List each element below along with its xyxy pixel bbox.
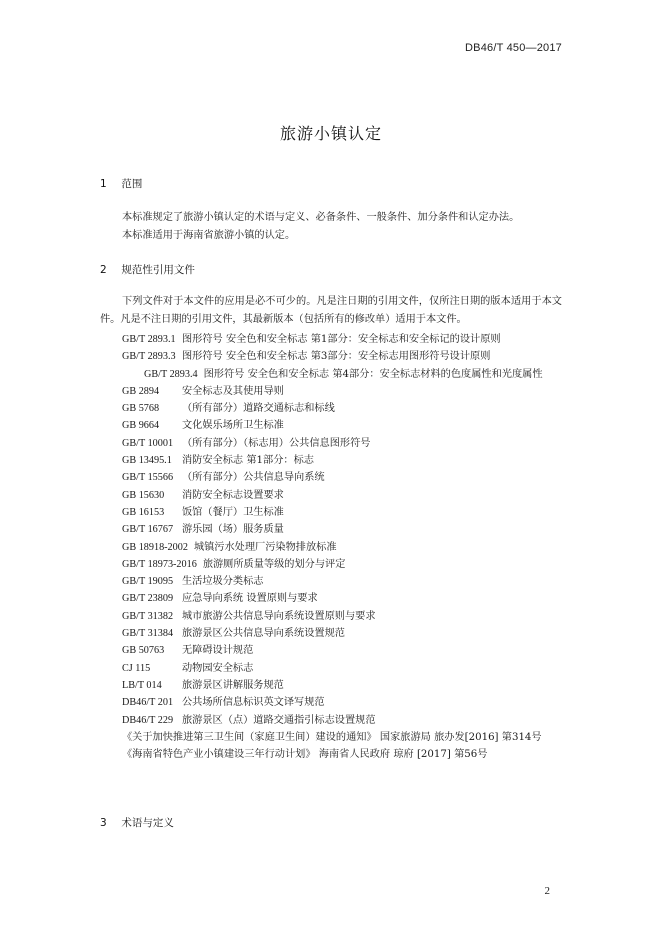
scope-paragraph-2: 本标准适用于海南省旅游小镇的认定。 bbox=[122, 230, 296, 241]
reference-code: GB/T 2893.4 bbox=[144, 368, 198, 380]
reference-title: 城市旅游公共信息导向系统设置原则与要求 bbox=[182, 610, 376, 622]
reference-code: GB 13495.1 bbox=[122, 455, 172, 467]
reference-title: 旅游景区（点）道路交通指引标志设置规范 bbox=[182, 714, 376, 726]
reference-item bbox=[100, 712, 562, 729]
reference-item bbox=[100, 521, 562, 538]
reference-item bbox=[100, 366, 562, 383]
section-heading-terms bbox=[100, 815, 174, 830]
reference-title: 图形符号 安全色和安全标志 第3部分：安全标志用图形符号设计原则 bbox=[182, 351, 491, 363]
reference-code: DB46/T 201 bbox=[122, 697, 174, 709]
reference-title: 旅游景区讲解服务规范 bbox=[182, 679, 284, 691]
reference-code: GB 15630 bbox=[122, 489, 165, 501]
reference-title: 应急导向系统 设置原则与要求 bbox=[182, 593, 318, 605]
reference-title: （所有部分）道路交通标志和标线 bbox=[182, 403, 335, 415]
document-title: 旅游小镇认定 bbox=[279, 124, 382, 143]
reference-item bbox=[100, 469, 562, 486]
reference-item bbox=[100, 400, 562, 417]
section-number: 3 bbox=[100, 817, 107, 829]
reference-code: GB/T 31382 bbox=[122, 610, 174, 622]
reference-item bbox=[100, 573, 562, 590]
reference-code: CJ 115 bbox=[122, 662, 151, 674]
reference-code: GB 9664 bbox=[122, 420, 160, 432]
reference-code: GB 50763 bbox=[122, 645, 165, 657]
reference-title: 城镇污水处理厂污染物排放标准 bbox=[193, 541, 337, 553]
reference-title: 消防安全标志设置要求 bbox=[182, 489, 284, 501]
reference-title: 安全标志及其使用导则 bbox=[182, 385, 284, 397]
section-title: 规范性引用文件 bbox=[121, 264, 195, 276]
reference-item bbox=[100, 504, 562, 521]
reference-code: GB 18918-2002 bbox=[122, 541, 188, 553]
reference-title: 旅游厕所质量等级的划分与评定 bbox=[202, 558, 346, 570]
reference-list bbox=[100, 331, 562, 763]
reference-item bbox=[100, 625, 562, 642]
reference-code: GB/T 23809 bbox=[122, 593, 174, 605]
reference-item bbox=[100, 487, 562, 504]
reference-title: 图形符号 安全色和安全标志 第1部分：安全标志和安全标记的设计原则 bbox=[182, 334, 501, 345]
reference-item bbox=[100, 348, 562, 365]
reference-item bbox=[100, 452, 562, 469]
reference-title: 生活垃圾分类标志 bbox=[182, 576, 264, 588]
scope-paragraph-1: 本标准规定了旅游小镇认定的术语与定义、必备条件、一般条件、加分条件和认定办法。 bbox=[122, 212, 520, 223]
reference-code: GB/T 10001 bbox=[122, 437, 174, 449]
reference-code: GB 16153 bbox=[122, 506, 165, 518]
reference-item bbox=[100, 677, 562, 694]
policy-document-item: 《关于加快推进第三卫生间（家庭卫生间）建设的通知》 国家旅游局 旅办发[2016] 第314号 bbox=[122, 731, 542, 743]
reference-code: GB 2894 bbox=[122, 385, 160, 397]
reference-item bbox=[100, 590, 562, 607]
reference-item bbox=[100, 660, 562, 677]
reference-title: 游乐园（场）服务质量 bbox=[182, 524, 284, 536]
section-title: 术语与定义 bbox=[121, 817, 174, 829]
reference-code: GB/T 31384 bbox=[122, 628, 174, 640]
reference-item bbox=[100, 417, 562, 434]
header-standard-code: DB46/T 450—2017 bbox=[465, 42, 562, 54]
reference-title: 公共场所信息标识英文译写规范 bbox=[182, 697, 325, 709]
reference-code: GB 5768 bbox=[122, 403, 160, 415]
reference-code: GB/T 16767 bbox=[122, 524, 174, 536]
section-number: 1 bbox=[100, 178, 107, 190]
reference-item bbox=[100, 642, 562, 659]
page-number: 2 bbox=[544, 885, 550, 897]
reference-title: 动物园安全标志 bbox=[182, 662, 254, 674]
normative-intro-paragraph: 下列文件对于本文件的应用是必不可少的。凡是注日期的引用文件，仅所注日期的版本适用于本文件。凡是不注日期的引用文件，其最新版本（包括所有的修改单）适用于本文件。 bbox=[100, 296, 562, 325]
reference-item bbox=[100, 556, 562, 573]
section-heading-scope bbox=[100, 176, 142, 191]
reference-title: （所有部分）公共信息导向系统 bbox=[182, 472, 325, 484]
reference-item bbox=[100, 383, 562, 400]
reference-title: （所有部分）（标志用）公共信息图形符号 bbox=[182, 437, 371, 449]
reference-title: 文化娱乐场所卫生标准 bbox=[182, 420, 284, 432]
reference-item bbox=[100, 435, 562, 452]
reference-code: GB/T 2893.3 bbox=[122, 351, 176, 363]
reference-item bbox=[100, 694, 562, 711]
reference-title: 消防安全标志 第1部分：标志 bbox=[182, 455, 314, 467]
policy-document-item: 《海南省特色产业小镇建设三年行动计划》 海南省人民政府 琼府 [2017] 第56号 bbox=[122, 749, 488, 761]
reference-title: 图形符号 安全色和安全标志 第4部分：安全标志材料的色度属性和光度属性 bbox=[203, 368, 543, 380]
reference-item bbox=[100, 608, 562, 625]
reference-code: GB/T 2893.1 bbox=[122, 334, 176, 345]
reference-title: 饭馆（餐厅）卫生标准 bbox=[182, 506, 284, 518]
reference-code: GB/T 19095 bbox=[122, 576, 174, 588]
reference-code: DB46/T 229 bbox=[122, 714, 174, 726]
reference-title: 旅游景区公共信息导向系统设置规范 bbox=[182, 628, 345, 640]
reference-code: LB/T 014 bbox=[122, 679, 162, 691]
section-number: 2 bbox=[100, 264, 107, 276]
section-title: 范围 bbox=[121, 178, 143, 190]
section-heading-normative-references bbox=[100, 262, 195, 277]
reference-code: GB/T 18973-2016 bbox=[122, 558, 197, 570]
reference-code: GB/T 15566 bbox=[122, 472, 174, 484]
reference-title: 无障碍设计规范 bbox=[182, 645, 254, 657]
reference-item bbox=[100, 331, 562, 348]
reference-item bbox=[100, 539, 562, 556]
